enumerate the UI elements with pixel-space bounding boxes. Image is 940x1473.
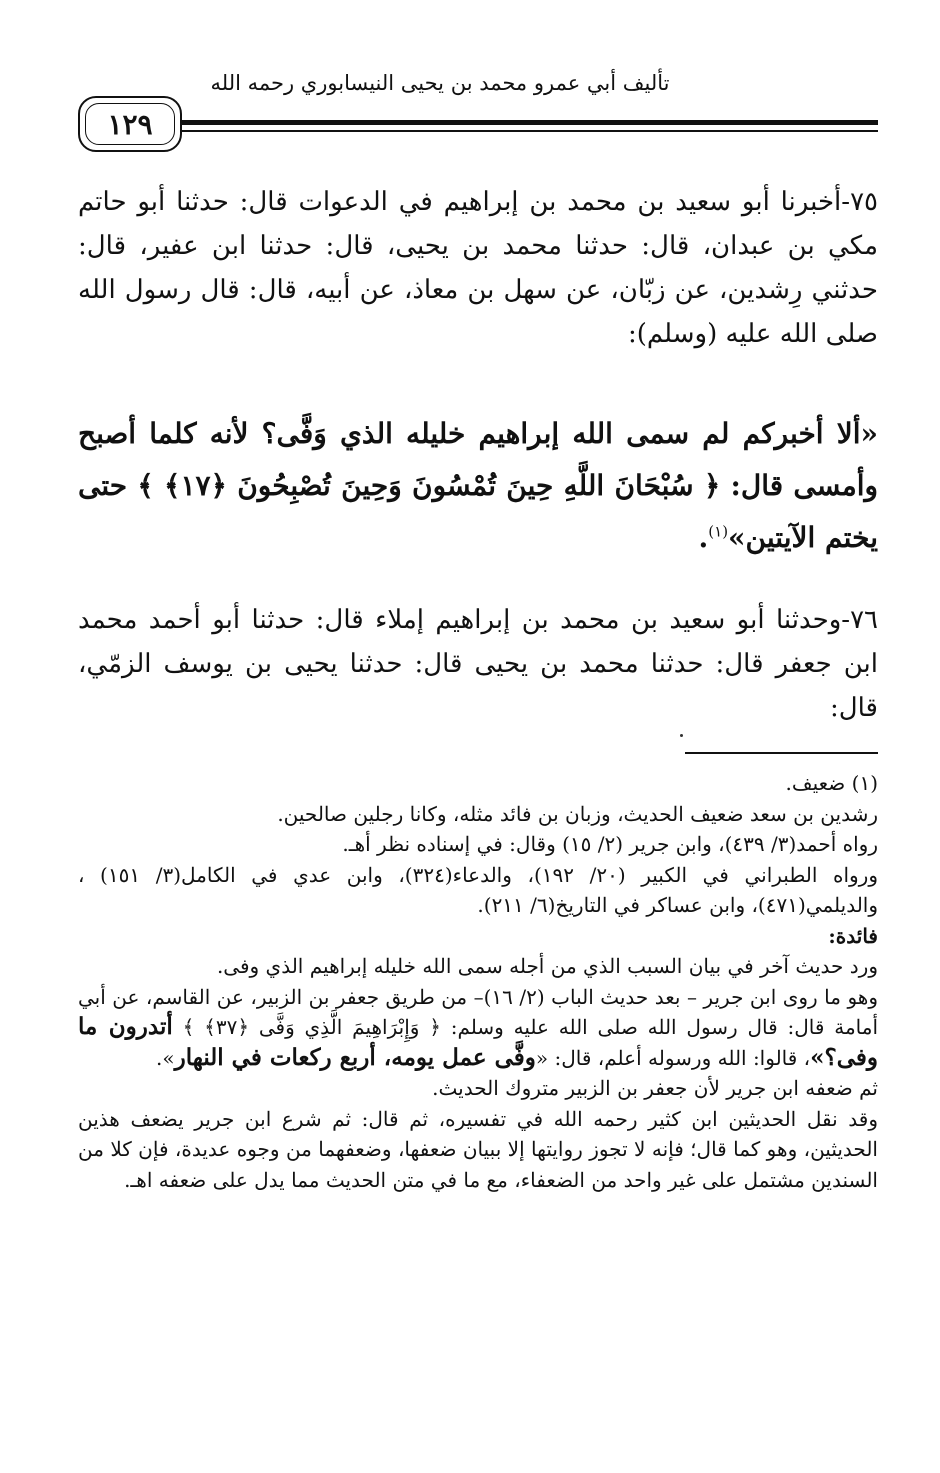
page-number-badge xyxy=(78,96,182,152)
footnote-line: رواه أحمد(٣/ ٤٣٩)، وابن جرير (٢/ ١٥) وقال: في إسناده نظر أهـ. xyxy=(342,832,878,856)
footnote-separator xyxy=(685,752,878,754)
footnotes xyxy=(78,768,878,1195)
footnote-1-label: (١) ضعيف. xyxy=(785,771,878,795)
faida-text: وهو ما روى ابن جرير – بعد حديث الباب (٢/ ١٦)– من طريق جعفر بن الزبير، عن القاسم، عن أبي أمامة قال: قال رسول الله صلى الله عليه وسلم: ﴿ وَإِبْرَاهِيمَ الَّذِي وَفَّى ﴿٣٧﴾ ﴾ xyxy=(78,984,879,1039)
footnote-line: ورواه الطبراني في الكبير (٢٠/ ١٩٢)، والدعاء(٣٢٤)، وابن عدي في الكامل(٣/ ١٥١) ، والديلمي(٤٧١)، وابن عساكر في التاريخ(٦/ ٢١١). xyxy=(78,862,878,917)
page-number: ١٢٩ xyxy=(85,103,175,145)
running-header-title: تأليف أبي عمرو محمد بن يحيى النيسابوري رحمه الله xyxy=(210,71,670,95)
faida-heading: فائدة: xyxy=(828,923,878,948)
print-speck xyxy=(680,734,683,737)
header-rule-thick xyxy=(180,120,878,125)
hadith-76-chain: ٧٦-وحدثنا أبو سعيد بن محمد بن إبراهيم إملاء قال: حدثنا أبو أحمد محمد ابن جعفر قال: حدثنا محمد بن يحيى قال: حدثنا يحيى بن يوسف الزمّي، قال: xyxy=(78,605,878,723)
faida-paragraph xyxy=(78,982,878,1074)
footnote-ref-1[interactable]: (١) xyxy=(708,522,729,541)
hadith-75-end: . xyxy=(698,521,709,554)
faida-line: ورد حديث آخر في بيان السبب الذي من أجله سمى الله خليله إبراهيم الذي وفى. xyxy=(216,954,878,978)
hadith-75-matn: «ألا أخبركم لم سمى الله إبراهيم خليله الذي وَفَّى؟ لأنه كلما أصبح وأمسى قال: ﴿ سُبْحَانَ اللَّهِ حِينَ تُمْسُونَ وَحِينَ تُصْبِحُونَ ﴿١٧﴾ ﴾ حتى يختم الآيتين» xyxy=(78,417,879,554)
footnote-line: رشدين بن سعد ضعيف الحديث، وزبان بن فائد مثله، وكانا رجلين صالحين. xyxy=(277,801,878,826)
faida-bold-question: أتدرون ما وفى؟» xyxy=(78,1013,878,1071)
header-rule-thin xyxy=(180,130,878,132)
faida-line: وقد نقل الحديثين ابن كثير رحمه الله في تفسيره، ثم قال: ثم شرع ابن جرير يضعف هذين الحديثين، وهو كما قال؛ فإنه لا تجوز روايتها إلا ببيان ضعفها، وضعفهما من وجوه عديدة، فإن كلا من السندين مشتمل على غير واحد من الضعفاء، مع ما في متن الحديث مما يدل على ضعفه اهـ. xyxy=(78,1106,878,1192)
hadith-75-text xyxy=(78,408,878,564)
faida-line: ثم ضعفه ابن جرير لأن جعفر بن الزبير متروك الحديث. xyxy=(432,1076,878,1100)
hadith-75-chain: ٧٥-أخبرنا أبو سعيد بن محمد بن إبراهيم في الدعوات قال: حدثنا أبو حاتم مكي بن عبدان، قال: حدثنا محمد بن يحيى، قال: حدثنا ابن عفير، قال: حدثني رِشدين، عن زبّان، عن سهل بن معاذ، عن أبيه، قال: قال رسول الله صلى الله عليه (وسلم): xyxy=(78,187,878,349)
faida-text: ، قالوا: الله ورسوله أعلم، قال: « xyxy=(535,1045,811,1070)
faida-bold-answer: وفَّى عمل يومه، أربع ركعات في النهار xyxy=(174,1043,536,1071)
faida-text: ». xyxy=(156,1045,175,1070)
